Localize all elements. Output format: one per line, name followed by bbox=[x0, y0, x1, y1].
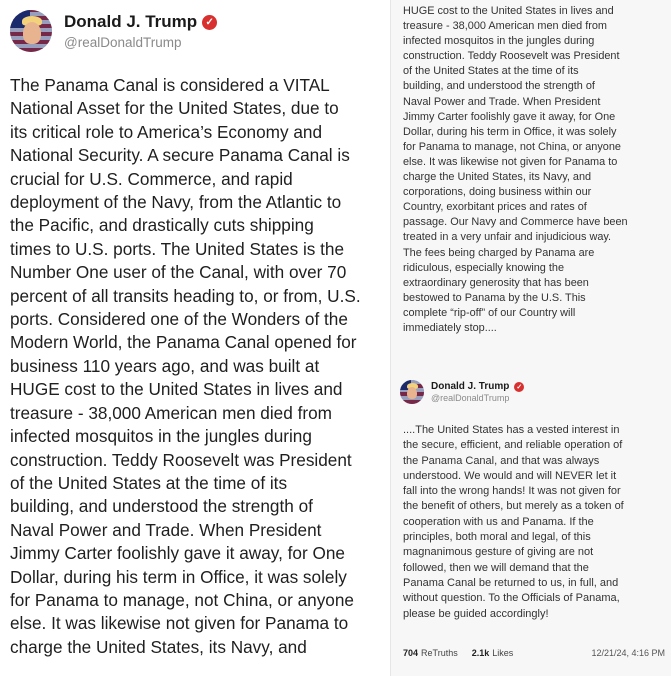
right-post-header bbox=[400, 380, 524, 404]
post-body-text: The Panama Canal is considered a VITAL National Asset for the United States, due to its critical role to America’s Economy and National Security. A secure Panama Canal is crucial for U.S. Commerce, and rapid deployment of the Navy, from the Atlantic to the Pacific, and drastically cuts shipping times to U.S. ports. The United States is the Number One user of the Canal, with over 70 percent of all transits heading to, or from, U.S. ports. Considered one of the Wonders of the Modern World, the Panama Canal opened for business 110 years ago, and was built at HUGE cost to the United States in lives and treasure - 38,000 American men died from infected mosquitos in the jungles during construction. Teddy Roosevelt was President of the United States at the time of its building, and understood the strength of Naval Power and Trade. When President Jimmy Carter foolishly gave it away, for One Dollar, during his term in Office, it was solely for Panama to manage, not China, or anyone else. It was likewise not given for Panama to charge the United States, its Navy, and bbox=[10, 75, 361, 657]
likes-stat[interactable] bbox=[472, 648, 514, 658]
likes-count: 2.1k bbox=[471, 648, 490, 658]
author-avatar[interactable] bbox=[400, 380, 424, 404]
likes-label: Likes bbox=[492, 648, 514, 658]
author-handle[interactable]: @realDonaldTrump bbox=[64, 35, 182, 50]
author-name[interactable]: Donald J. Trump bbox=[431, 381, 510, 392]
post-continuation-text: HUGE cost to the United States in lives and treasure - 38,000 American men died from infected mosquitos in the jungles during construction. Teddy Roosevelt was President of the United States at the time of its building, and understood the strength of Naval Power and Trade. When President Jimmy Carter foolishly gave it away, for One Dollar, during his term in Office, it was solely for Panama to manage, not China, or anyone else. It was likewise not given for Panama to charge the United States, its Navy, and corporations, doing business within our Country, exorbitant prices and rates of passage. Our Navy and Commerce have been treated in a very unfair and injudicious way. The fees being charged by Panama are ridiculous, especially knowing the extraordinary generosity that has been bestowed to Panama by the U.S. This complete “rip-off” of our Country will immediately stop.... bbox=[403, 5, 628, 334]
verified-badge-icon: ✓ bbox=[514, 382, 524, 392]
post-timestamp[interactable]: 12/21/24, 4:16 PM bbox=[591, 648, 665, 658]
author-avatar[interactable] bbox=[10, 10, 52, 52]
post-body-text: ....The United States has a vested interest in the secure, efficient, and reliable operation of the Panama Canal, and that was always understood. We would and will NEVER let it fall into the wrong hands! It was not given for the benefit of others, but merely as a token of cooperation with us and Panama. If the principles, both moral and legal, of this magnanimous gesture of giving are not followed, then we will demand that the Panama Canal be returned to us, in full, and without question. To the Officials of Panama, please be guided accordingly! bbox=[403, 424, 624, 620]
author-name[interactable]: Donald J. Trump bbox=[64, 12, 198, 31]
retruths-stat[interactable] bbox=[403, 648, 458, 658]
verified-badge-icon: ✓ bbox=[202, 15, 217, 30]
retruths-label: ReTruths bbox=[421, 648, 458, 658]
left-post-header bbox=[10, 10, 217, 52]
retruths-count: 704 bbox=[403, 648, 419, 658]
post-footer bbox=[403, 648, 665, 658]
author-handle[interactable]: @realDonaldTrump bbox=[431, 393, 510, 403]
panel-divider bbox=[390, 0, 391, 676]
